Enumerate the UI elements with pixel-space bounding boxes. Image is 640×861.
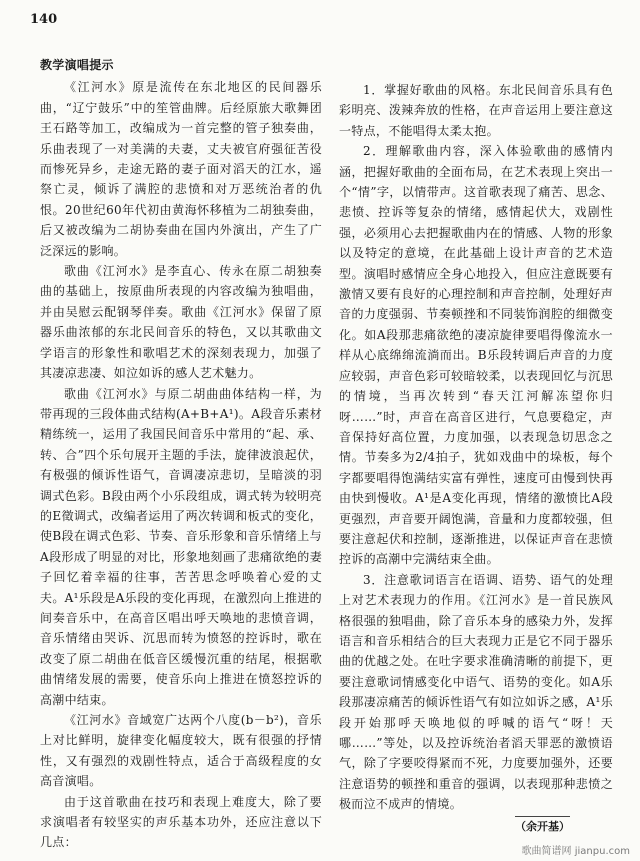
section-heading: 教学演唱提示 (40, 58, 114, 72)
page-number: 140 (30, 12, 58, 27)
paragraph: 由于这首歌曲在技巧和表现上难度大，除了要求演唱者有较坚实的声乐基本功外，还应注意以下几点： (40, 794, 322, 850)
left-column (40, 55, 322, 853)
author-signature: （余开基） (515, 816, 570, 834)
right-column (339, 80, 613, 815)
paragraph: 1．掌握好歌曲的风格。东北民间音乐具有色彩明亮、泼辣奔放的性格，在声音运用上要注意这一特点，不能唱得太柔太抱。 (339, 83, 613, 138)
paragraph: 《江河水》音域宽广达两个八度(b－b²)，音乐上对比鲜明，旋律变化幅度较大，既有很强的抒情性，又有强烈的戏剧性特点，适合于高级程度的女高音演唱。 (40, 713, 322, 789)
watermark: 歌曲简谱网 jianpu.com (521, 846, 630, 857)
paragraph: 3．注意歌词语言在语调、语势、语气的处理上对艺术表现力的作用。《江河水》是一首民族风格很强的独唱曲，除了音乐本身的感染力外，发挥语言和音乐相结合的巨大表现力正是它不同于器乐曲的优越之处。在吐字要求准确清晰的前提下，更要注意歌词情感变化中语气、语势的变化。如A乐段那凄凉痛苦的倾诉性语气有如泣如诉之感，A¹乐段开始那呼天唤地似的呼喊的语气“呀！天哪……”等处，以及控诉统治者滔天罪恶的激愤语气，除了字要咬得紧而不死，力度要加强外，还要注意语势的顿挫和重音的强调，以表现那种悲愤之极而泣不成声的情境。 (339, 572, 613, 812)
paragraph: 歌曲《江河水》是李直心、传永在原二胡独奏曲的基础上，按原曲所表现的内容改编为独唱曲，并由吴慰云配钢琴伴奏。歌曲《江河水》保留了原器乐曲浓郁的东北民间音乐的特色，又以其歌曲文学语言的形象性和歌唱艺术的深刻表现力，加强了其凄凉悲凄、如泣如诉的感人艺术魅力。 (40, 264, 322, 381)
paragraph: 《江河水》原是流传在东北地区的民间器乐曲，“辽宁鼓乐”中的笙管曲牌。后经原旅大歌舞团王石路等加工，改编成为一首完整的管子独奏曲，乐曲表现了一对美满的夫妻，丈夫被官府强征苦役而惨死异乡，走途无路的妻子面对滔天的江水，遥祭亡灵，倾诉了满腔的悲愤和对万恶统治者的仇恨。20世纪60年代初由黄海怀移植为二胡独奏曲，后又被改编为二胡协奏曲在国内外演出，产生了广泛深远的影响。 (40, 80, 322, 258)
paragraph: 2．理解歌曲内容，深入体验歌曲的感情内涵，把握好歌曲的全面布局，在艺术表现上突出一个“情”字，以情带声。这首歌表现了痛苦、思念、悲愤、控诉等复杂的情绪，感情起伏大，戏剧性强，必须用心去把握歌曲内在的情感、人物的形象以及特定的意境，在此基础上设计声音的艺术造型。演唱时感情应全身心地投入，但应注意既要有激情又要有良好的心理控制和声音控制，处理好声音的力度强弱、节奏顿挫和不同装饰润腔的细微变化。如A段那悲痛欲绝的凄凉旋律要唱得像流水一样从心底绵绵流淌而出。B乐段转调后声音的力度应较弱，声音色彩可较暗较柔，以表现回忆与沉思的情境，当再次转到“春天江河解冻望你归呀……”时，声音在高音区进行，气息要稳定，声音保持好高位置，力度加强，以表现急切思念之情。节奏多为2/4拍子，犹如戏曲中的垛板，每个字都要唱得饱满结实富有弹性，速度可由慢到快再由快到慢收。A¹是A变化再现，情绪的激愤比A段更强烈，声音要开阔饱满，音量和力度都较强，但要注意起伏和控制，逐渐推进，以保证声音在悲愤控诉的高潮中完满结束全曲。 (339, 144, 613, 567)
paragraph: 歌曲《江河水》与原二胡曲曲体结构一样，为带再现的三段体曲式结构(A+B+A¹)。A段音乐素材精练统一，运用了我国民间音乐中常用的“起、承、转、合”四个乐句展开主题的手法，旋律波浪起伏，有极强的倾诉性语气，音调凄凉悲切，呈暗淡的羽调式色彩。B段由两个小乐段组成，调式转为较明亮的E徵调式，改编者运用了两次转调和板式的变化，使B段在调式色彩、节奏、音乐形象和音乐情绪上与A段形成了明显的对比，形象地刻画了悲痛欲绝的妻子回忆着幸福的往事，苦苦思念呼唤着心爱的丈夫。A¹乐段是A乐段的变化再现，在激烈向上推进的间奏音乐中，在高音区唱出呼天唤地的悲愤音调，音乐情绪由哭诉、沉思而转为愤怒的控诉时，歌在改变了原二胡曲在低音区缓慢沉重的结尾，根据歌曲情绪发展的需要，使音乐向上推进在愤怒控诉的高潮中结束。 (40, 386, 322, 707)
